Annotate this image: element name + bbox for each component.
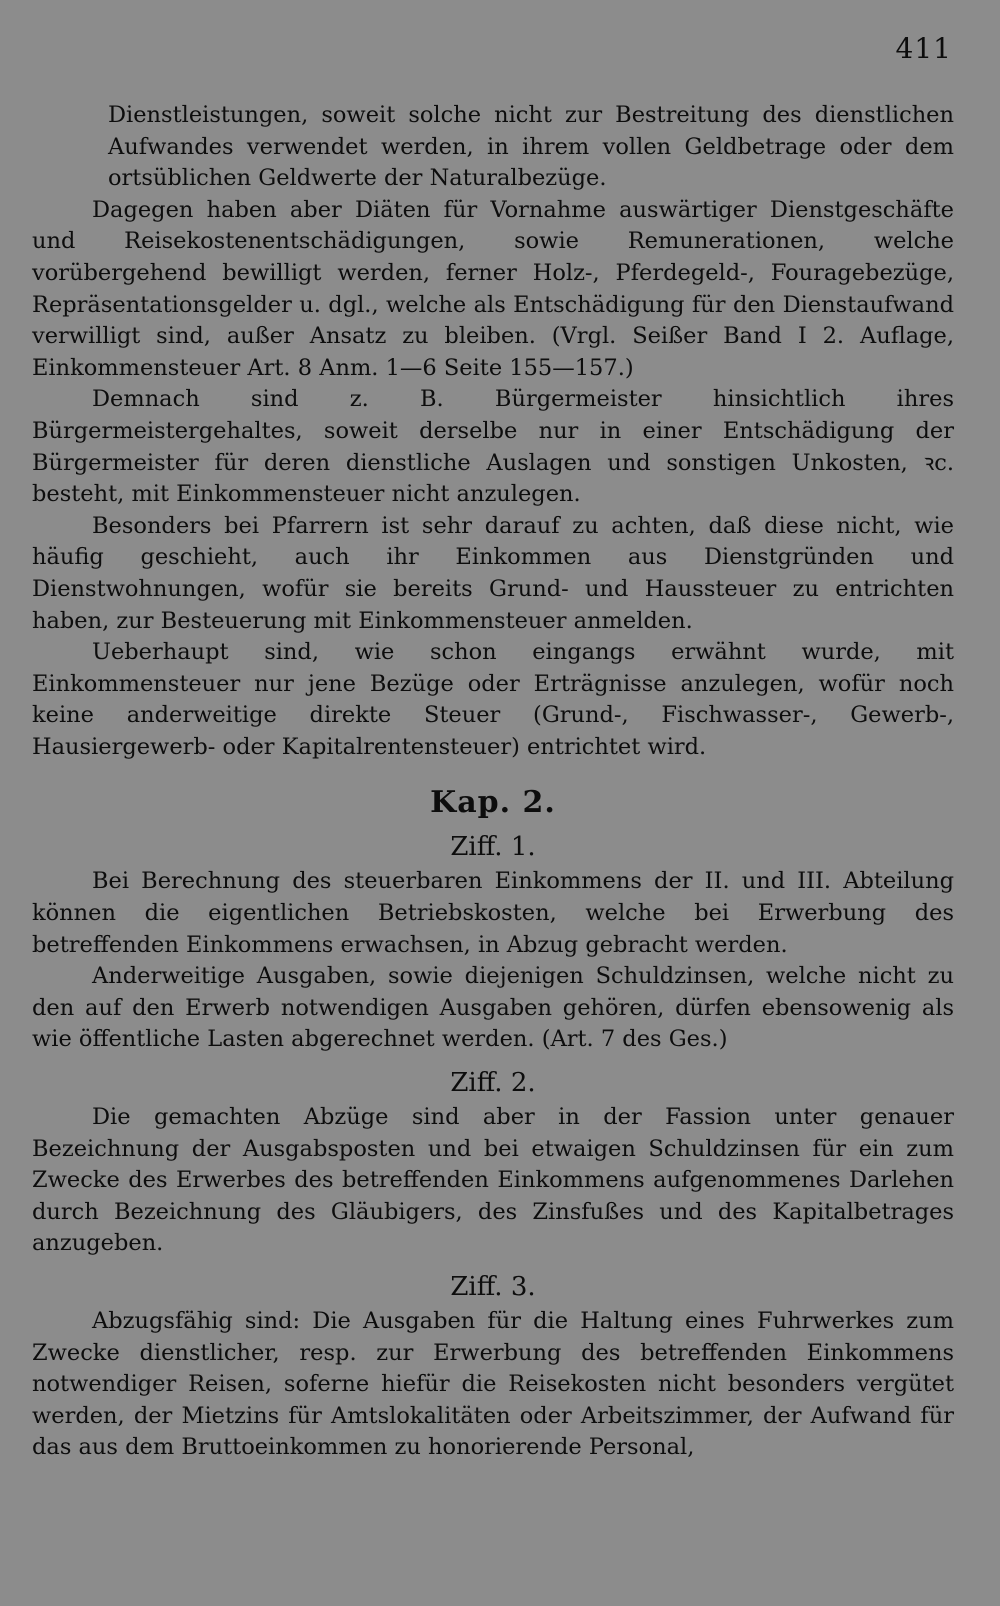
paragraph: Besonders bei Pfarrern ist sehr darauf zu achten, daß diese nicht, wie häufig geschieht, auch ihr Einkommen aus Dienstgründen und Dienstwohnungen, wofür sie bereits Grund- und Haussteuer zu entrichten haben, zur Besteuerung mit Einkommensteuer anmelden. <box>32 512 954 634</box>
paragraph-continued: Dienstleistungen, soweit solche nicht zur Bestreitung des dienstlichen Aufwandes verwendet werden, in ihrem vollen Geldbetrage oder dem ortsüblichen Geldwerte der Naturalbezüge. <box>108 102 954 192</box>
paragraph: Bei Berechnung des steuerbaren Einkommens der II. und III. Abteilung können die eigentlichen Betriebskosten, welche bei Erwerbung des betreffenden Einkommens erwachsen, in Abzug gebracht werden. <box>32 868 954 958</box>
paragraph: Abzugsfähig sind: Die Ausgaben für die Haltung eines Fuhrwerkes zum Zwecke dienstlicher, resp. zur Erwerbung des betreffenden Einkommens notwendiger Reisen, soferne hiefür die Reisekosten nicht besonders vergütet werden, der Mietzins für Amtslokalitäten oder Arbeitszimmer, der Aufwand für das aus dem Bruttoeinkommen zu honorierende Personal, <box>32 1308 954 1461</box>
paragraph: Anderweitige Ausgaben, sowie diejenigen Schuldzinsen, welche nicht zu den auf den Erwerb notwendigen Ausgaben gehören, dürfen ebensowenig als wie öffentliche Lasten abgerechnet werden. (Art. 7 des Ges.) <box>32 963 954 1053</box>
section-heading: Ziff. 3. <box>450 1272 536 1302</box>
paragraph: Die gemachten Abzüge sind aber in der Fassion unter genauer Bezeichnung der Ausgabsposten und bei etwaigen Schuldzinsen für ein zum Zwecke des Erwerbes des betreffenden Einkommens aufgenommenes Darlehen durch Bezeichnung des Gläubigers, des Zinsfußes und des Kapitalbetrages anzugeben. <box>32 1104 954 1257</box>
chapter-heading: Kap. 2. <box>430 785 556 821</box>
section-heading: Ziff. 1. <box>450 832 536 863</box>
section-heading: Ziff. 2. <box>450 1068 536 1099</box>
paragraph: Ueberhaupt sind, wie schon eingangs erwähnt wurde, mit Einkommensteuer nur jene Bezüge oder Erträgnisse anzulegen, wofür noch keine anderweitige direkte Steuer (Grund-, Fischwasser-, Gewerb-, Hausiergewerb- oder Kapitalrentensteuer) entrichtet wird. <box>32 639 954 760</box>
paragraph: Dagegen haben aber Diäten für Vornahme auswärtiger Dienstgeschäfte und Reisekostenentschädigungen, sowie Remunerationen, welche vorübergehend bewilligt werden, ferner Holz-, Pferdegeld-, Fouragebezüge, Repräsentationsgelder u. dgl., welche als Entschädigung für den Dienstaufwand verwilligt sind, außer Ansatz zu bleiben. (Vrgl. Seißer Band I 2. Auflage, Einkommensteuer Art. 8 Anm. 1—6 Seite 155—157.) <box>32 196 954 381</box>
page-number: 411 <box>895 32 952 65</box>
page-text <box>32 100 954 1464</box>
paragraph: Demnach sind z. B. Bürgermeister hinsichtlich ihres Bürgermeistergehaltes, soweit derselbe nur in einer Entschädigung der Bürgermeister für deren dienstliche Auslagen und sonstigen Unkosten, ꝛc. besteht, mit Einkommensteuer nicht anzulegen. <box>32 386 954 508</box>
